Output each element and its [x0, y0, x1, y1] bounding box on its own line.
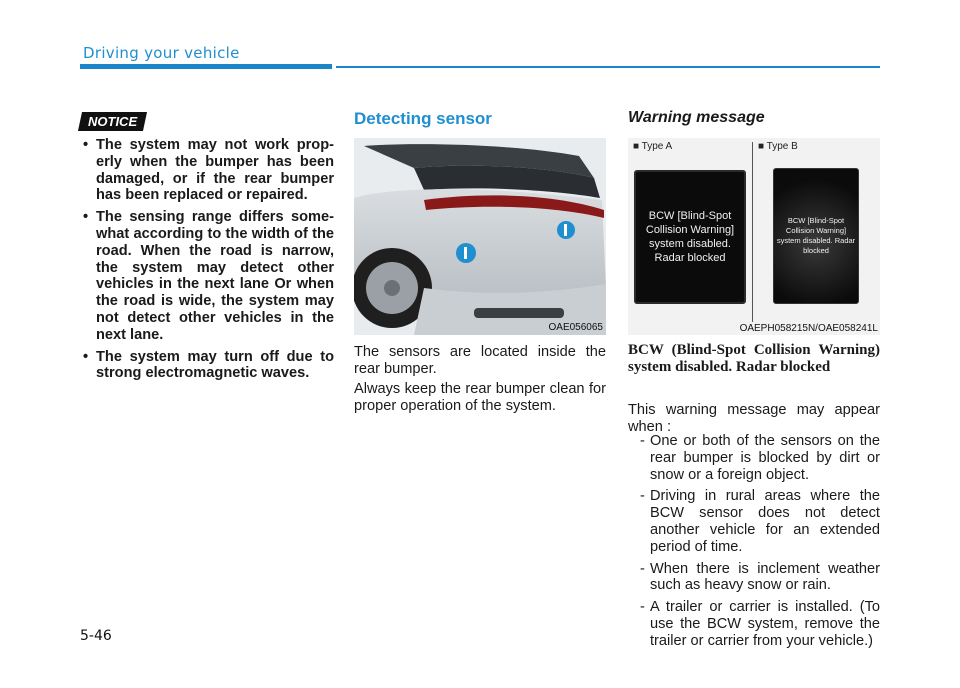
- notice-label: [80, 112, 145, 131]
- notice-list: [80, 137, 334, 387]
- type-a-label: ■ Type A: [633, 141, 673, 152]
- condition-item: - One or both of the sensors on the rear bumper is blocked by dirt or snow or a foreign object.: [640, 433, 880, 483]
- section-header: Driving your vehicle: [83, 44, 240, 62]
- rear-bumper-sensor-figure: [354, 138, 606, 335]
- sensor-cleaning-text: Always keep the rear bumper clean for proper operation of the system.: [354, 381, 606, 414]
- screen-b-text: BCW [Blind-Spot Collision Warning] system disabled. Radar blocked: [776, 216, 856, 255]
- cluster-screen-type-b: [773, 168, 859, 304]
- notice-item: • The system may turn off due to strong electromagnetic waves.: [80, 349, 334, 383]
- condition-item: - When there is inclement weather such as heavy snow or rain.: [640, 561, 880, 595]
- bcw-message-title: BCW (Blind-Spot Collision Warning) system disabled. Radar blocked: [628, 342, 880, 375]
- detecting-sensor-title: Detecting sensor: [354, 109, 492, 128]
- type-b-label: ■ Type B: [758, 141, 798, 152]
- car-rear-illustration: [354, 138, 606, 335]
- figure-caption: OAEPH058215N/OAE058241L: [739, 323, 878, 334]
- warning-intro-text: This warning message may appear when :: [628, 402, 880, 435]
- sensor-location-text: The sensors are located inside the rear bumper.: [354, 344, 606, 377]
- warning-message-title: Warning message: [628, 109, 765, 126]
- page-number: 5-46: [80, 628, 112, 644]
- notice-item: • The sensing range differs somewhat according to the width of the road. When the road is narrow, the system may detect other vehicles in the next lane Or when the road is wide, the system may not detect other vehicles in the next lane.: [80, 209, 334, 343]
- notice-item: • The system may not work properly when the bumper has been damaged, or if the rear bumper has been replaced or repaired.: [80, 137, 334, 204]
- condition-item: - Driving in rural areas where the BCW sensor does not detect another vehicle for an extended period of time.: [640, 488, 880, 555]
- header-rule: [336, 66, 880, 68]
- figure-divider: [752, 142, 753, 322]
- notice-badge: [78, 112, 147, 131]
- warning-conditions-list: [640, 433, 880, 655]
- figure-caption: OAE056065: [548, 322, 603, 333]
- notice-badge-text: NOTICE: [88, 114, 138, 129]
- cluster-screen-type-a: [634, 170, 746, 304]
- condition-item: - A trailer or carrier is installed. (To use the BCW system, remove the trailer or carrier from your vehicle.): [640, 599, 880, 649]
- header-bar: [80, 64, 332, 69]
- screen-a-text: BCW [Blind-Spot Collision Warning] system disabled. Radar blocked: [645, 210, 735, 264]
